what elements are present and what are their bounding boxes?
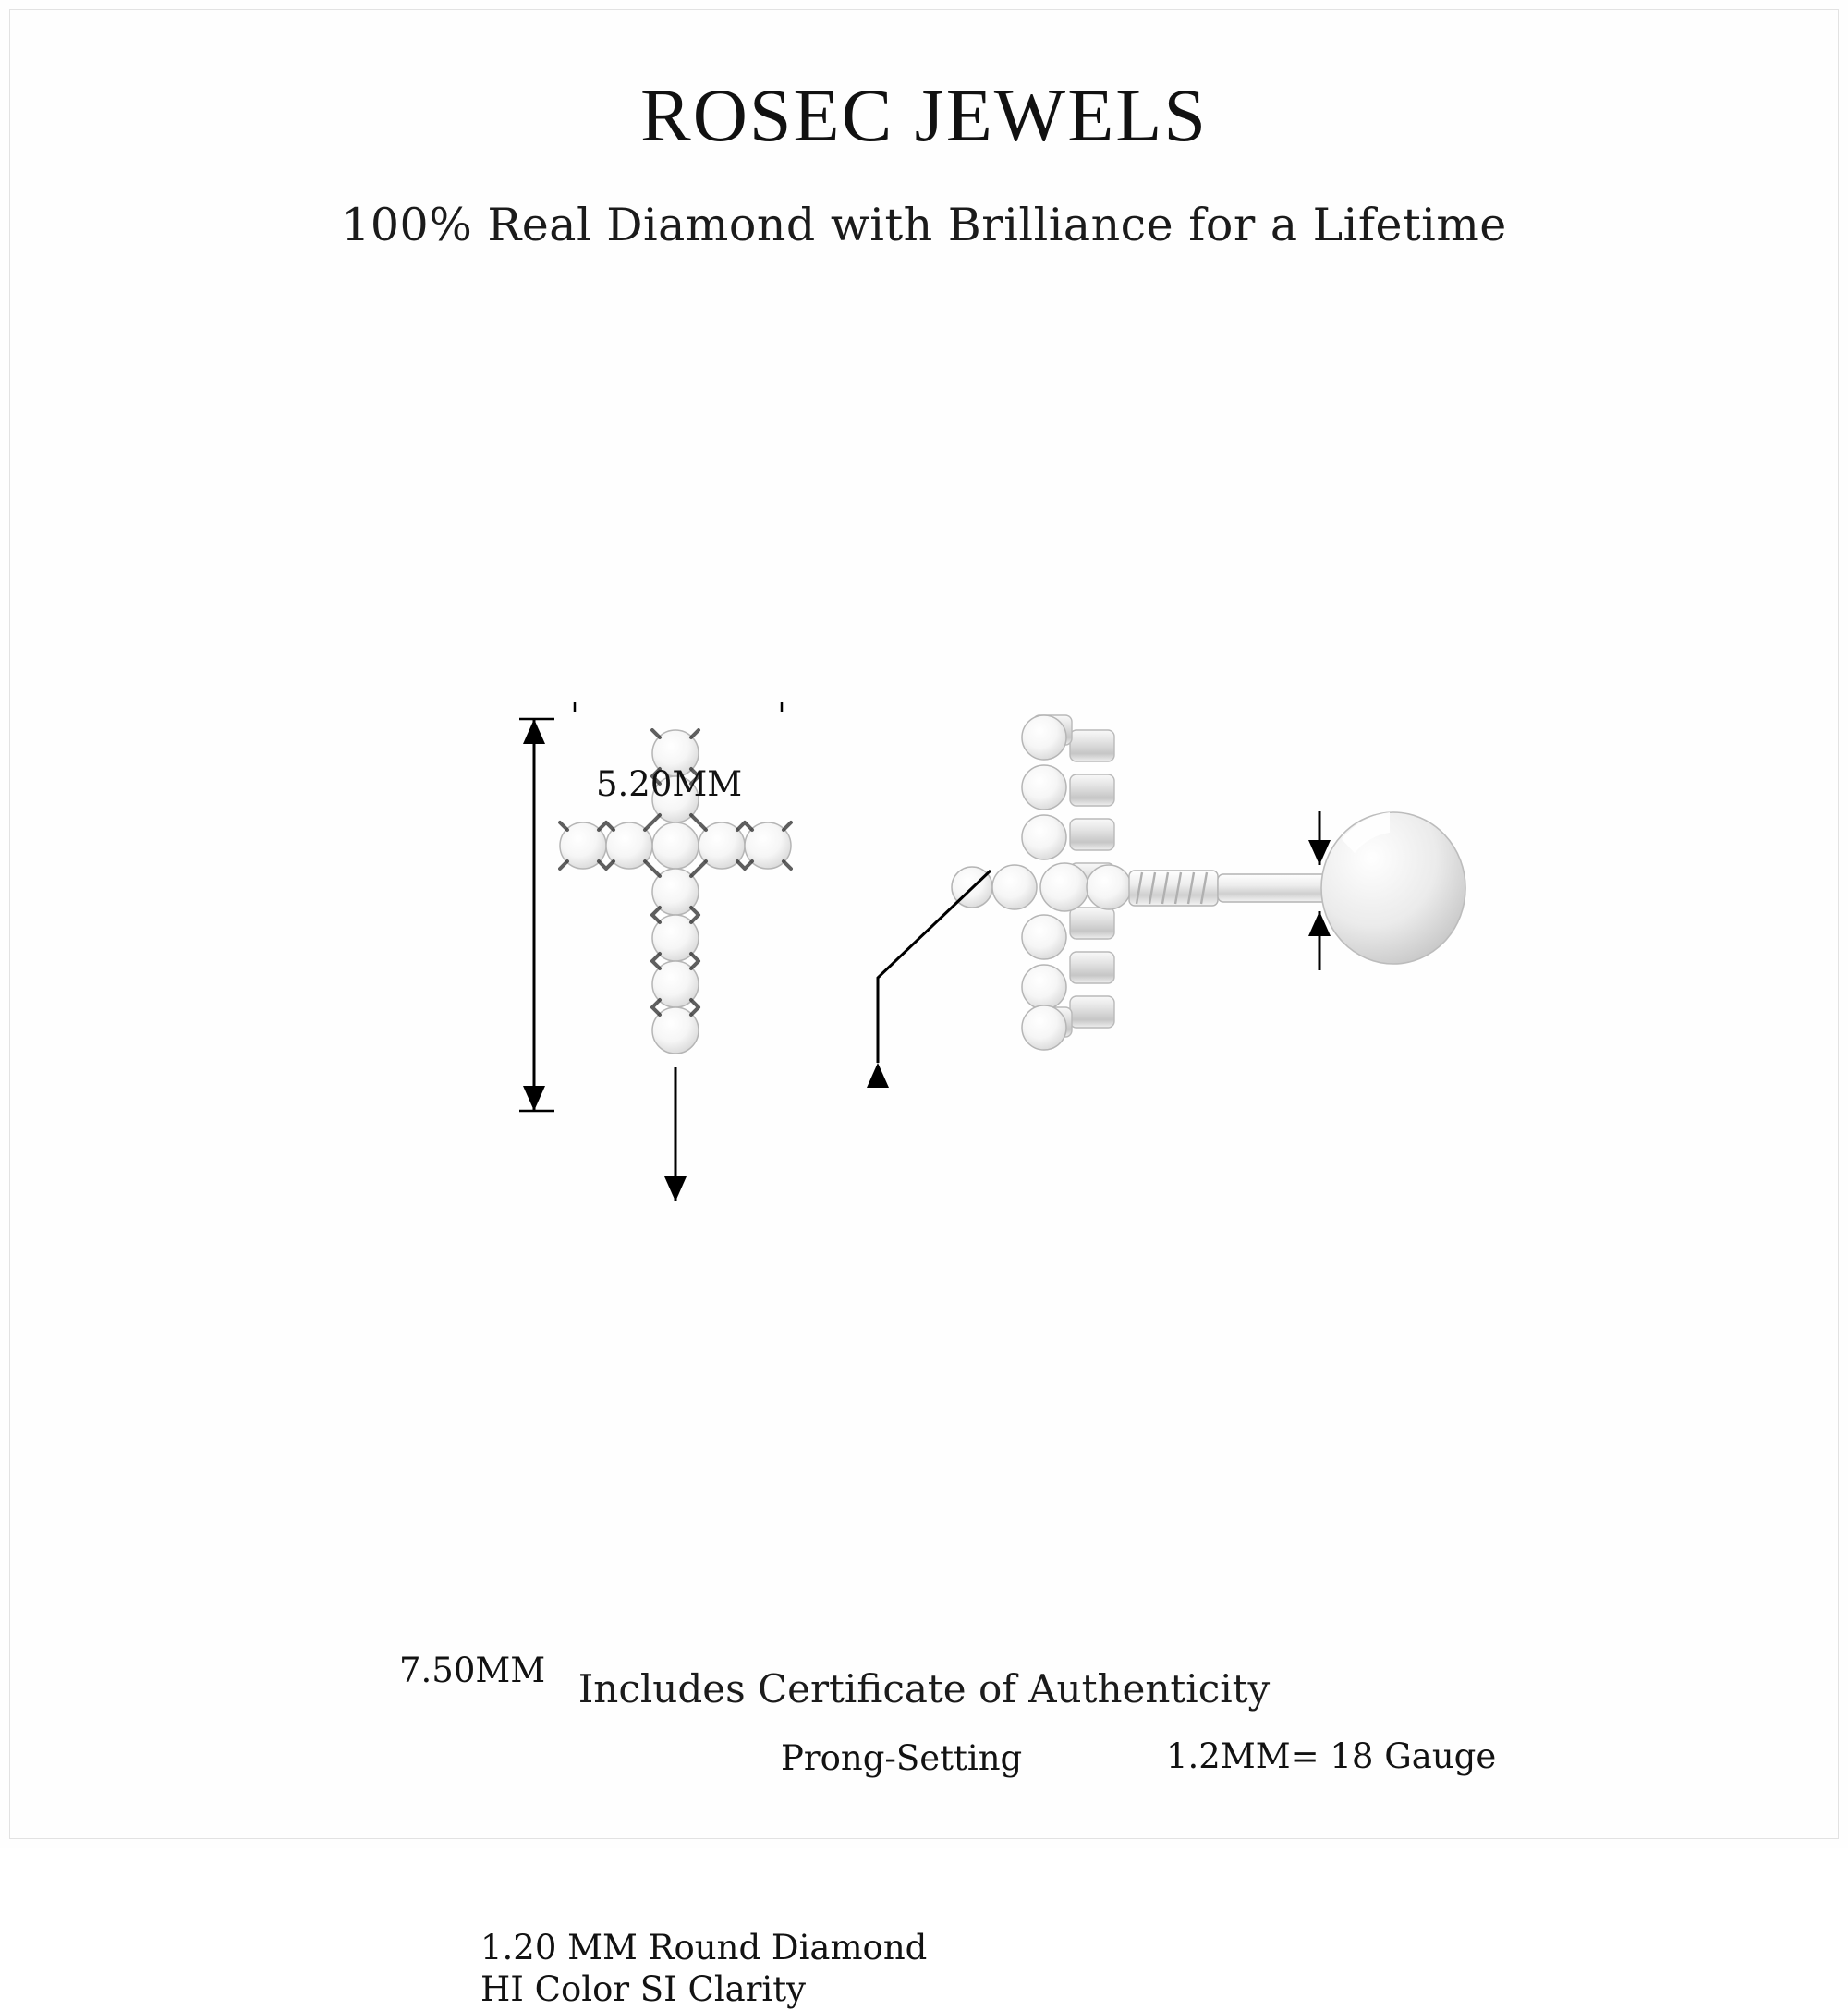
annotation-width: 5.20MM xyxy=(596,764,743,804)
annotation-gauge: 1.2MM= 18 Gauge xyxy=(1166,1736,1497,1776)
diagram-svg xyxy=(0,702,1848,1405)
certificate-note: Includes Certificate of Authenticity xyxy=(578,1666,1270,1712)
annotation-prong-setting: Prong-Setting xyxy=(781,1738,1023,1778)
annotation-height: 7.50MM xyxy=(399,1651,546,1690)
brand-title: ROSEC JEWELS xyxy=(640,73,1208,157)
annotation-stone-spec xyxy=(480,1927,927,2010)
annotation-stone-line1: 1.20 MM Round Diamond xyxy=(480,1928,928,1967)
cross-side-view xyxy=(878,715,1465,1063)
annotation-stone-line2: HI Color SI Clarity xyxy=(480,1969,807,2010)
brand-tagline: 100% Real Diamond with Brilliance for a Lifetime xyxy=(341,199,1507,251)
